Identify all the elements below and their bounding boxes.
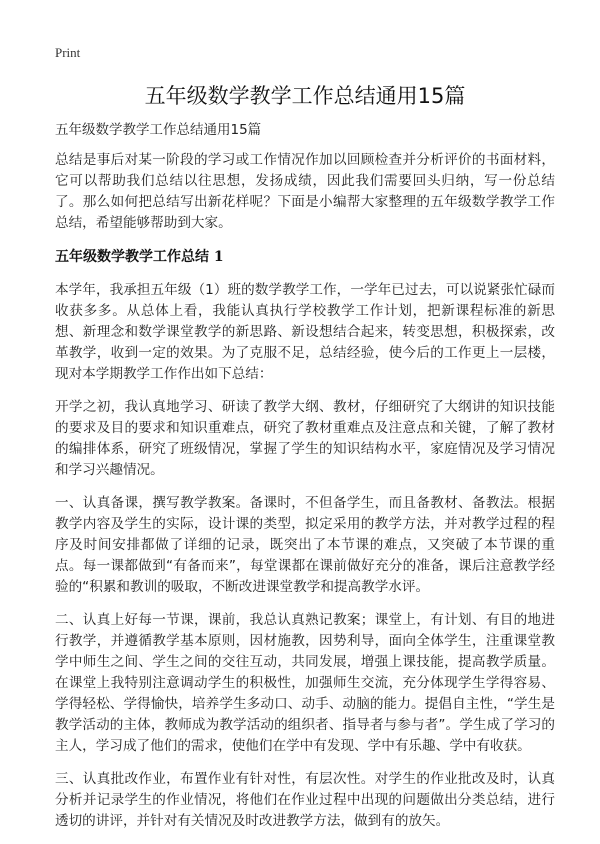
paragraph: 一、认真备课，撰写教学教案。备课时，不但备学生，而且备教材、备教法。根据教学内容及学生的实际，设计课的类型，拟定采用的教学方法，并对教学过程的程序及时间安排都做了详细的记录，既突出了本节课的难点，又突破了本节课的重点。每一课都做到“有备而来”，每堂课都在课前做好充分的准备，课后注意教学经验的“积累和教训的吸取，不断改进课堂教学和提高教学水评。 xyxy=(55,495,555,595)
paragraph: 开学之初，我认真地学习、研读了教学大纲、教材，仔细研究了大纲讲的知识技能的要求及目的要求和知识重难点，研究了教材重难点及注意点和关键，了解了教材的编排体系，研究了班级情况，掌握了学生的知识结构水平，家庭情况及学习情况和学习兴趣情况。 xyxy=(55,399,555,478)
document-subtitle: 五年级数学教学工作总结通用15篇 xyxy=(55,122,262,138)
paragraph: 三、认真批改作业，布置作业有针对性，有层次性。对学生的作业批改及时，认真分析并记录学生的作业情况，将他们在作业过程中出现的问题做出分类总结，进行透切的讲评，并针对有关情况及时改进教学方法，做到有的放矢。 xyxy=(55,771,555,829)
section-heading: 五年级数学教学工作总结 1 xyxy=(55,249,224,265)
page-title: 五年级数学教学工作总结通用15篇 xyxy=(144,84,466,108)
print-link[interactable]: Print xyxy=(55,45,81,60)
document-body xyxy=(55,150,555,844)
paragraph: 本学年，我承担五年级（1）班的数学教学工作，一学年已过去，可以说紧张忙碌而收获多多。从总体上看，我能认真执行学校教学工作计划，把新课程标准的新思想、新理念和数学课堂教学的新思路、新设想结合起来，转变思想，积极探索，改革教学，收到一定的效果。为了克服不足，总结经验，使今后的工作更上一层楼，现对本学期教学工作作出如下总结： xyxy=(55,282,555,382)
intro-paragraph: 总结是事后对某一阶段的学习或工作情况作加以回顾检查并分析评价的书面材料，它可以帮助我们总结以往思想，发扬成绩，因此我们需要回头归纳，写一份总结了。那么如何把总结写出新花样呢？下面是小编帮大家整理的五年级数学教学工作总结，希望能够帮助到大家。 xyxy=(55,152,555,231)
paragraph: 二、认真上好每一节课，课前，我总认真熟记教案；课堂上，有计划、有目的地进行教学，并遵循教学基本原则，因材施教，因势利导，面向全体学生，注重课堂教学中师生之间、学生之间的交往互动，共同发展，增强上课技能，提高教学质量。在课堂上我特别注意调动学生的积极性，加强师生交流，充分体现学生学得容易、学得轻松、学得愉快，培养学生多动口、动手、动脑的能力。提倡自主性，“学生是教学活动的主体，教师成为教学活动的组织者、指导者与参与者”。学生成了学习的主人，学习成了他们的需求，使他们在学中有发现、学中有乐趣、学中有收获。 xyxy=(55,612,555,754)
